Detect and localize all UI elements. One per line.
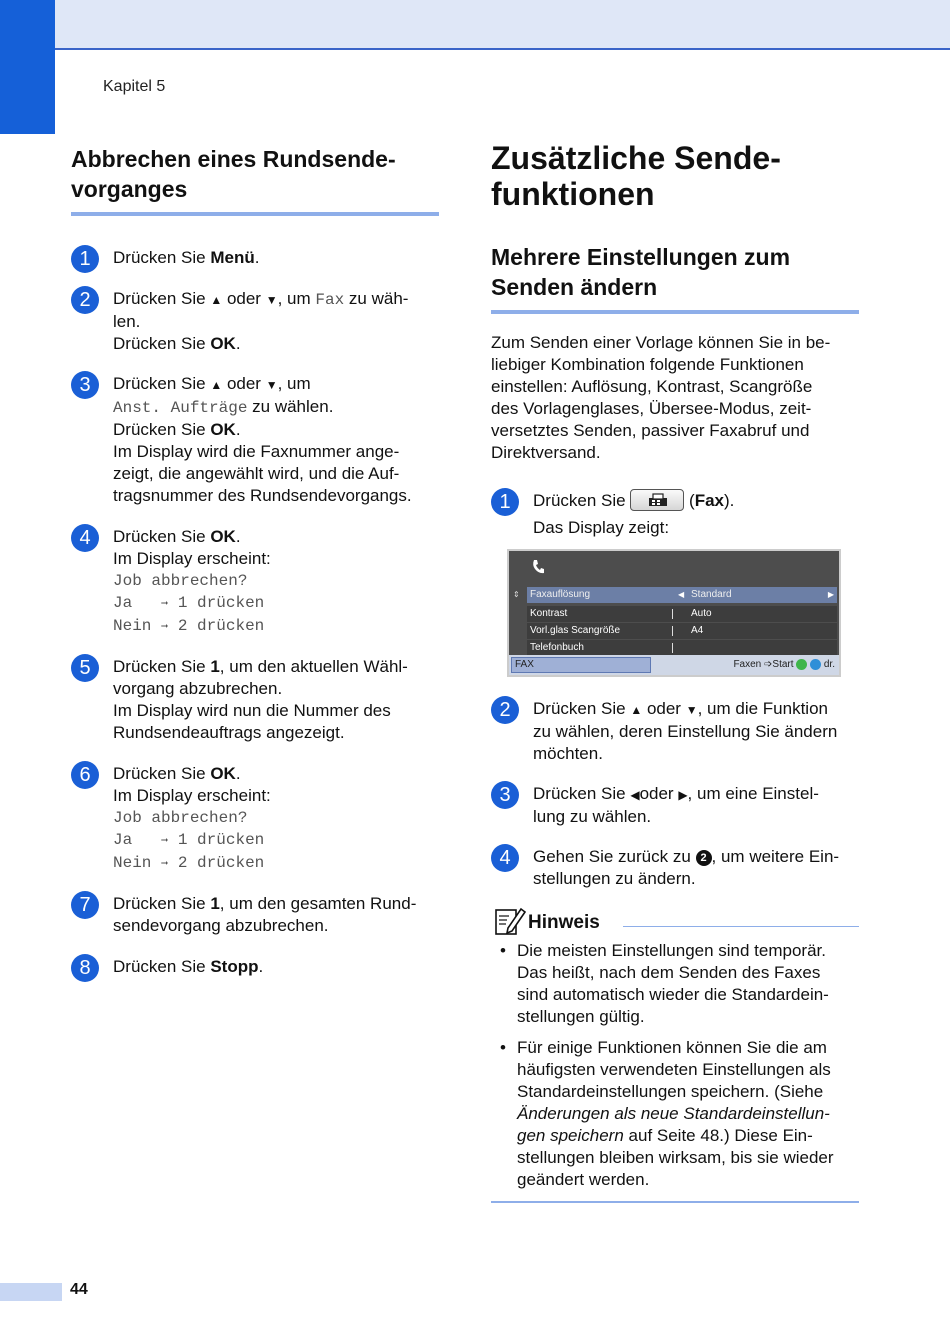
heading-rule [491, 310, 859, 314]
left-arrow-icon: ◀ [630, 787, 640, 802]
down-arrow-icon: ▼ [265, 293, 278, 307]
note-rule [623, 926, 859, 927]
down-arrow-icon: ▼ [685, 702, 698, 717]
right-column [491, 140, 859, 1203]
fax-button[interactable] [630, 489, 684, 511]
fax-icon [648, 493, 668, 507]
lcd-display [507, 549, 841, 677]
up-arrow-icon: ▲ [210, 378, 223, 392]
display-text: Nein ➞ 2 drücken [113, 854, 265, 872]
chevron-left-icon: ◀ [678, 589, 685, 599]
display-text: Job abbrechen? [113, 809, 248, 827]
section-heading: Mehrere Einstellungen zum Senden ändern [491, 244, 791, 300]
step-6: 6 Drücken Sie OK. Im Display erscheint: Job abbrechen? Ja ➞ 1 drücken Nein ➞ 2 drücken [71, 763, 439, 875]
note-item: • Die meisten Einstellungen sind temporär. Das heißt, nach dem Senden des Faxes sind automatisch wieder die Standardein- stellungen gültig. [517, 940, 859, 1028]
header-band [0, 0, 950, 50]
lcd-row[interactable]: Telefonbuch [527, 640, 837, 656]
step-number: 5 [71, 654, 99, 682]
chapter-label: Kapitel 5 [103, 78, 166, 95]
step-8: 8 Drücken Sie Stopp. [71, 956, 439, 978]
right-arrow-icon: ▶ [678, 787, 688, 802]
note-header [491, 906, 859, 936]
step-4: 4 Drücken Sie OK. Im Display erscheint: Job abbrechen? Ja ➞ 1 drücken Nein ➞ 2 drücken [71, 526, 439, 638]
step-ref-badge: 2 [696, 850, 712, 866]
note-end-rule [491, 1201, 859, 1203]
step-number: 4 [491, 844, 519, 872]
phone-icon [531, 559, 545, 575]
chevron-right-icon: ▶ [827, 589, 834, 599]
display-text: Nein ➞ 2 drücken [113, 617, 265, 635]
step-5: 5 Drücken Sie 1, um den aktuellen Wähl- vorgang abzubrechen. Im Display wird nun die Nummer des Rundsendeauftrags angezeigt. [71, 656, 439, 744]
step-2: 2 Drücken Sie ▲ oder ▼, um Fax zu wäh- len. Drücken Sie OK. [71, 288, 439, 355]
step-3: 3 Drücken Sie ◀oder ▶, um eine Einstel- lung zu wählen. [491, 783, 859, 828]
heading-rule [71, 212, 439, 216]
lcd-mode: FAX [511, 657, 651, 673]
step-number: 1 [491, 488, 519, 516]
scroll-updown-icon: ⇕ [513, 589, 520, 599]
step-number: 3 [71, 371, 99, 399]
note-title: Hinweis [528, 911, 600, 933]
note-item: • Für einige Funktionen können Sie die am häufigsten verwendeten Einstellungen als Standardeinstellungen speichern. (Siehe Änderungen als neue Standardeinstellun- gen speichern auf Seite 48.) Diese Ein- stellungen bleiben wirksam, bis sie wieder geändert werden. [517, 1037, 859, 1191]
step-number: 7 [71, 891, 99, 919]
step-1: 1 Drücken Sie (Fax). Das Display zeigt: [491, 490, 859, 539]
step-number: 8 [71, 954, 99, 982]
start-mono-icon [796, 659, 807, 670]
step-number: 4 [71, 524, 99, 552]
lcd-row[interactable]: Kontrast Auto [527, 606, 837, 622]
cross-reference-link[interactable]: Änderungen als neue Standardeinstellun- [517, 1103, 830, 1123]
chapter-heading: Zusätzliche Sende- funktionen [491, 140, 781, 212]
up-arrow-icon: ▲ [210, 293, 223, 307]
lcd-row[interactable]: Vorl.glas Scangröße A4 [527, 623, 837, 639]
step-number: 3 [491, 781, 519, 809]
arrow-right-icon: ➩ [764, 658, 773, 670]
page-number: 44 [70, 1281, 88, 1298]
left-column [71, 144, 439, 978]
display-text: Ja ➞ 1 drücken [113, 831, 265, 849]
step-3: 3 Drücken Sie ▲ oder ▼, um Anst. Aufträge zu wählen. Drücken Sie OK. Im Display wird die Faxnummer ange- zeigt, die angewählt wird, und die Auf- tragsnummer des Rundsendevorgangs. [71, 373, 439, 507]
step-2: 2 Drücken Sie ▲ oder ▼, um die Funktion zu wählen, deren Einstellung Sie ändern möchten. [491, 698, 859, 765]
cross-reference-link[interactable]: gen speichern [517, 1125, 624, 1145]
step-number: 2 [491, 696, 519, 724]
footer-band [0, 1283, 62, 1301]
step-number: 2 [71, 286, 99, 314]
step-1: 1 Drücken Sie Menü. [71, 247, 439, 269]
start-color-icon [810, 659, 821, 670]
step-7: 7 Drücken Sie 1, um den gesamten Rund- sendevorgang abzubrechen. [71, 893, 439, 937]
step-number: 1 [71, 245, 99, 273]
intro-paragraph: Zum Senden einer Vorlage können Sie in be- liebiger Kombination folgende Funktionen einstellen: Auflösung, Kontrast, Scangröße des Vorlagenglases, Übersee-Modus, zeit- versetztes Senden, passiver Faxabruf und Direktversand. [491, 333, 831, 462]
note-list [491, 940, 859, 1191]
up-arrow-icon: ▲ [630, 702, 643, 717]
note-pencil-icon [494, 906, 526, 936]
lcd-row-selected[interactable]: ⇕ Faxauflösung ◀ Standard ▶ [527, 587, 837, 603]
step-number: 6 [71, 761, 99, 789]
lcd-start-hint: Faxen ➩Start dr. [733, 658, 835, 670]
chapter-tab [0, 0, 55, 134]
display-text: Ja ➞ 1 drücken [113, 594, 265, 612]
step-4: 4 Gehen Sie zurück zu 2 , um weitere Ein- stellungen zu ändern. [491, 846, 859, 890]
down-arrow-icon: ▼ [265, 378, 278, 392]
display-text: Job abbrechen? [113, 572, 248, 590]
section-heading: Abbrechen eines Rundsende- vorganges [71, 146, 396, 202]
lcd-status-bar [509, 655, 839, 675]
